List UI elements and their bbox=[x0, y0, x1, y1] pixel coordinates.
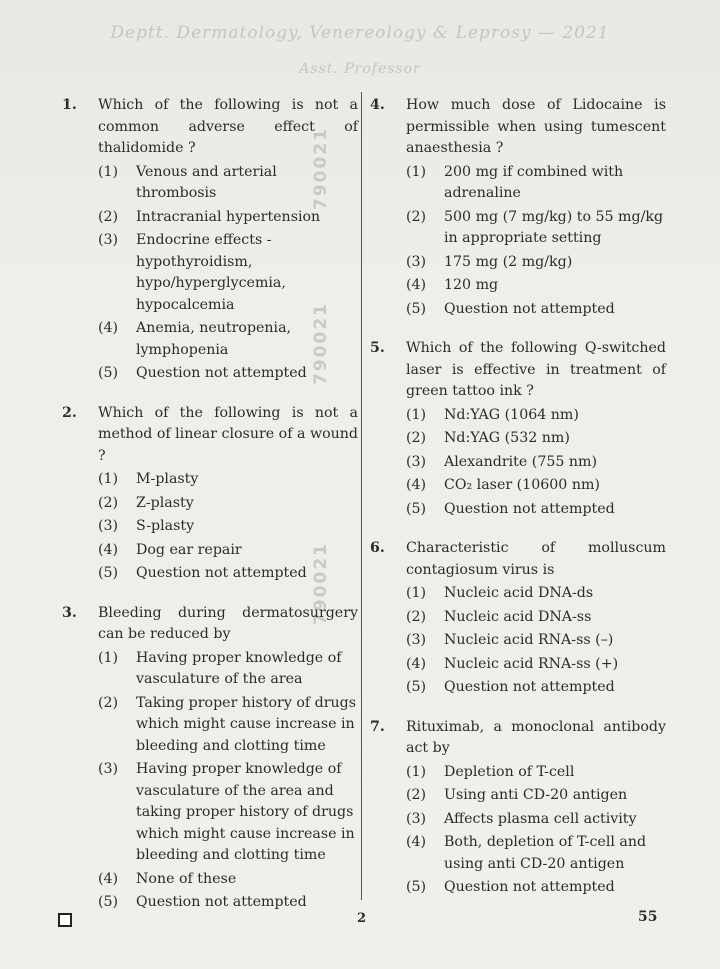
option-text: Anemia, neutropenia, lymphopenia bbox=[136, 320, 292, 358]
option-text: Nucleic acid RNA-ss (+) bbox=[444, 655, 619, 672]
question-block bbox=[370, 338, 666, 520]
handwritten-header bbox=[60, 18, 660, 88]
question-text: Which of the following is not a method of linear closure of a wound ? bbox=[98, 404, 358, 464]
option-number: (1) bbox=[406, 585, 427, 601]
option-item bbox=[406, 762, 666, 784]
option-item bbox=[406, 785, 666, 807]
option-number: (4) bbox=[98, 541, 119, 558]
option-item bbox=[98, 648, 358, 691]
option-text: 120 mg bbox=[444, 277, 499, 293]
option-item bbox=[406, 299, 666, 321]
question-text: How much dose of Lidocaine is permissible when using tumescent anaesthesia ? bbox=[406, 97, 666, 156]
options-list bbox=[98, 469, 358, 585]
option-item bbox=[98, 693, 358, 758]
option-item bbox=[406, 275, 666, 297]
option-item bbox=[98, 563, 358, 585]
option-text: Question not attempted bbox=[444, 300, 615, 317]
option-item bbox=[98, 318, 358, 361]
option-item bbox=[98, 230, 358, 316]
option-item bbox=[98, 869, 358, 891]
option-text: Endocrine effects - hypothyroidism, hypo/hyperglycemia, hypocalcemia bbox=[136, 232, 286, 313]
option-text: Venous and arterial thrombosis bbox=[136, 163, 277, 201]
option-item bbox=[98, 207, 358, 229]
option-number: (4) bbox=[98, 320, 119, 336]
question-number: 6. bbox=[370, 540, 385, 556]
watermark-1: 790021 bbox=[311, 127, 331, 210]
option-number: (2) bbox=[98, 208, 119, 225]
option-text: 175 mg (2 mg/kg) bbox=[444, 253, 573, 270]
option-number: (3) bbox=[406, 810, 427, 827]
option-number: (2) bbox=[406, 208, 427, 225]
option-number: (4) bbox=[406, 277, 427, 293]
option-text: Question not attempted bbox=[136, 365, 307, 381]
option-number: (3) bbox=[98, 518, 119, 534]
option-text: Both, depletion of T-cell and using anti CD-20 antigen bbox=[444, 834, 647, 872]
option-item bbox=[406, 654, 666, 676]
option-item bbox=[406, 162, 666, 205]
option-number: (1) bbox=[406, 406, 427, 423]
option-text: Having proper knowledge of vasculature of the area and taking proper history of drugs which might cause increase in bleeding and clotting time bbox=[136, 761, 355, 863]
option-number: (3) bbox=[98, 761, 119, 777]
option-number: (5) bbox=[406, 300, 427, 317]
option-text: Intracranial hypertension bbox=[136, 208, 321, 225]
option-item bbox=[98, 493, 358, 515]
option-item bbox=[98, 540, 358, 562]
question-text: Characteristic of molluscum contagiosum virus is bbox=[406, 540, 666, 578]
option-text: Question not attempted bbox=[444, 879, 615, 895]
option-item bbox=[406, 252, 666, 274]
option-item bbox=[406, 607, 666, 629]
option-item bbox=[406, 583, 666, 605]
option-item bbox=[98, 759, 358, 867]
option-number: (4) bbox=[406, 834, 427, 850]
option-text: M-plasty bbox=[136, 471, 199, 487]
options-list bbox=[406, 762, 666, 899]
option-item bbox=[98, 162, 358, 205]
option-text: Alexandrite (755 nm) bbox=[444, 453, 598, 470]
option-item bbox=[406, 405, 666, 427]
option-number: (5) bbox=[406, 879, 427, 895]
option-item bbox=[406, 677, 666, 699]
option-item bbox=[406, 877, 666, 899]
options-list bbox=[98, 648, 358, 914]
question-block bbox=[370, 95, 666, 320]
option-number: (3) bbox=[98, 232, 119, 248]
handwritten-line-1: Deptt. Dermatology, Venereology & Leprosy — 2021 bbox=[110, 23, 610, 43]
handwritten-line-2: Asst. Professor bbox=[299, 61, 421, 77]
option-text: 500 mg (7 mg/kg) to 55 mg/kg in appropriate setting bbox=[444, 208, 664, 246]
option-item bbox=[98, 363, 358, 385]
option-text: Nucleic acid RNA-ss (–) bbox=[444, 632, 614, 648]
option-number: (4) bbox=[406, 477, 427, 493]
option-number: (2) bbox=[406, 787, 427, 803]
column-divider bbox=[361, 92, 362, 900]
question-block bbox=[62, 603, 358, 914]
page-number: 2 bbox=[357, 911, 367, 926]
option-item bbox=[406, 475, 666, 497]
option-number: (3) bbox=[406, 253, 427, 270]
option-text: Question not attempted bbox=[444, 679, 615, 695]
option-item bbox=[406, 499, 666, 521]
option-number: (5) bbox=[406, 679, 427, 695]
watermark-2: 790021 bbox=[311, 302, 331, 385]
option-number: (2) bbox=[406, 608, 427, 625]
question-number: 7. bbox=[370, 718, 385, 735]
option-number: (3) bbox=[406, 632, 427, 648]
option-item bbox=[98, 892, 358, 914]
option-number: (3) bbox=[406, 453, 427, 470]
option-item bbox=[406, 809, 666, 831]
option-number: (2) bbox=[98, 694, 119, 711]
option-number: (2) bbox=[98, 494, 119, 511]
option-item bbox=[406, 832, 666, 875]
page-code: 55 bbox=[638, 909, 658, 925]
option-item bbox=[406, 630, 666, 652]
option-number: (5) bbox=[98, 365, 119, 381]
question-text: Which of the following is not a common adverse effect of thalidomide ? bbox=[98, 97, 358, 156]
options-list bbox=[98, 162, 358, 385]
question-number: 5. bbox=[370, 340, 385, 356]
option-number: (5) bbox=[98, 565, 119, 581]
left-column bbox=[62, 95, 358, 932]
question-text: Which of the following Q-switched laser is effective in treatment of green tattoo ink ? bbox=[406, 340, 666, 399]
option-item bbox=[98, 516, 358, 538]
right-column bbox=[370, 95, 666, 917]
option-number: (1) bbox=[406, 763, 427, 780]
option-text: Question not attempted bbox=[444, 500, 615, 517]
option-number: (4) bbox=[406, 655, 427, 672]
question-number: 3. bbox=[62, 604, 77, 621]
option-number: (5) bbox=[406, 500, 427, 517]
option-number: (5) bbox=[98, 894, 119, 910]
options-list bbox=[406, 162, 666, 321]
option-text: None of these bbox=[136, 870, 237, 887]
option-text: Taking proper history of drugs which might cause increase in bleeding and clotting time bbox=[136, 694, 357, 754]
option-number: (1) bbox=[406, 163, 427, 180]
corner-square-mark bbox=[58, 913, 72, 927]
question-number: 2. bbox=[62, 404, 77, 421]
option-text: Having proper knowledge of vasculature of the area bbox=[136, 649, 342, 687]
question-number: 4. bbox=[370, 97, 385, 113]
option-text: Question not attempted bbox=[136, 894, 307, 910]
question-block bbox=[370, 538, 666, 699]
question-block bbox=[62, 95, 358, 385]
option-text: S-plasty bbox=[136, 518, 195, 534]
option-text: Dog ear repair bbox=[136, 541, 242, 558]
option-text: Question not attempted bbox=[136, 565, 307, 581]
option-number: (2) bbox=[406, 430, 427, 446]
question-text: Bleeding during dermatosurgery can be reduced by bbox=[98, 604, 358, 642]
option-item bbox=[406, 207, 666, 250]
watermark-3: 790021 bbox=[311, 542, 331, 625]
option-text: Z-plasty bbox=[136, 494, 194, 511]
option-text: Nucleic acid DNA-ds bbox=[444, 585, 594, 601]
option-text: Nd:YAG (1064 nm) bbox=[444, 406, 579, 423]
option-text: Nucleic acid DNA-ss bbox=[444, 608, 592, 625]
question-block bbox=[62, 403, 358, 585]
question-block bbox=[370, 717, 666, 899]
option-text: CO₂ laser (10600 nm) bbox=[444, 477, 600, 493]
option-number: (1) bbox=[98, 649, 119, 666]
question-number: 1. bbox=[62, 97, 77, 113]
option-item bbox=[406, 452, 666, 474]
option-number: (4) bbox=[98, 870, 119, 887]
option-text: Nd:YAG (532 nm) bbox=[444, 430, 570, 446]
option-text: Using anti CD-20 antigen bbox=[444, 787, 628, 803]
options-list bbox=[406, 583, 666, 699]
option-number: (1) bbox=[98, 163, 119, 180]
option-item bbox=[406, 428, 666, 450]
option-number: (1) bbox=[98, 471, 119, 487]
options-list bbox=[406, 405, 666, 521]
option-item bbox=[98, 469, 358, 491]
option-text: 200 mg if combined with adrenaline bbox=[444, 163, 624, 201]
option-text: Depletion of T-cell bbox=[444, 763, 575, 780]
option-text: Affects plasma cell activity bbox=[444, 810, 637, 827]
question-text: Rituximab, a monoclonal antibody act by bbox=[406, 718, 666, 756]
